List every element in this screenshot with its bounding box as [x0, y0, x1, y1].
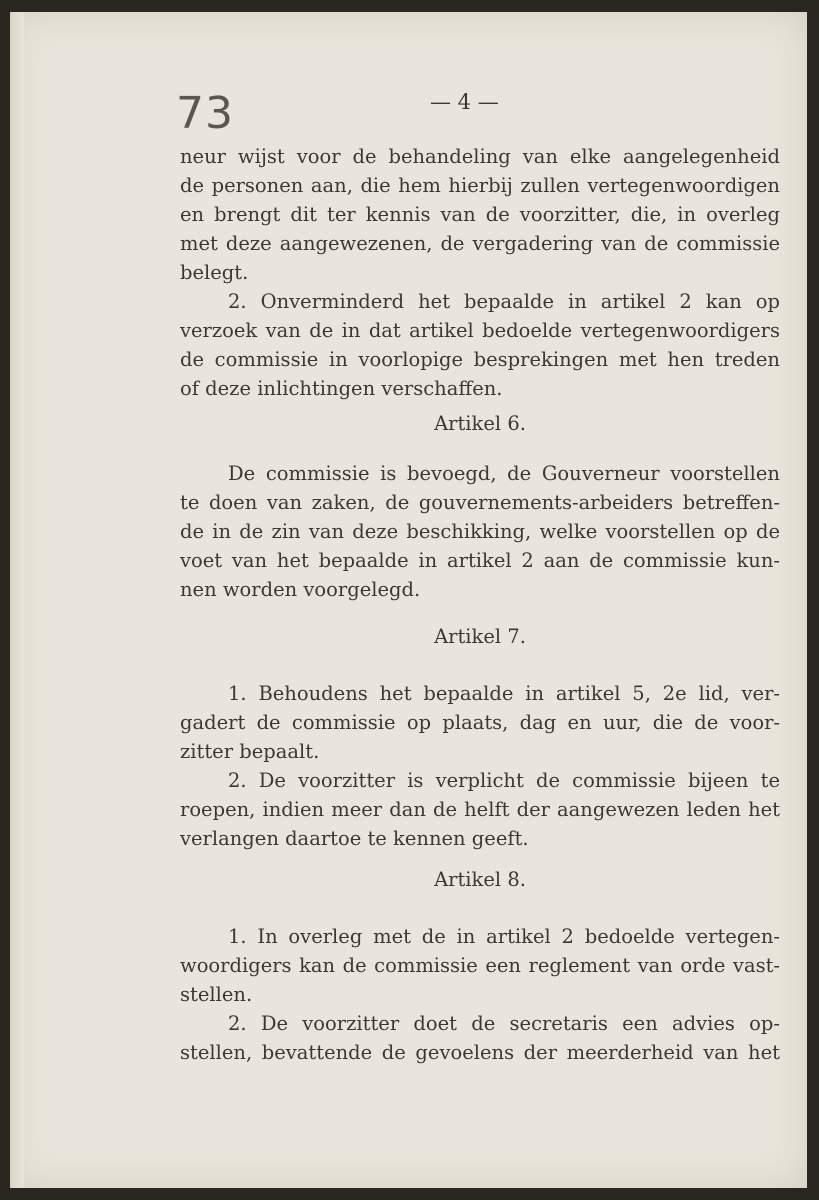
page-edge	[10, 12, 24, 1188]
text-line: en brengt dit ter kennis van de voorzitter, die, in overleg	[180, 203, 780, 226]
text-line: de personen aan, die hem hierbij zullen vertegenwoordigen	[180, 174, 780, 197]
text-line: zitter bepaalt.	[180, 740, 320, 763]
handwritten-page-number: 73	[176, 88, 234, 139]
text-line: verzoek van de in dat artikel bedoelde vertegenwoordigers	[180, 319, 780, 342]
text-line: 2. De voorzitter is verplicht de commissie bijeen te	[228, 769, 780, 792]
text-line: woordigers kan de commissie een reglement van orde vast-	[180, 954, 780, 977]
text-line: stellen, bevattende de gevoelens der meerderheid van het	[180, 1041, 780, 1064]
text-line: gadert de commissie op plaats, dag en uur, die de voor-	[180, 711, 780, 734]
text-line: 2. De voorzitter doet de secretaris een advies op-	[228, 1012, 780, 1035]
text-line: voet van het bepaalde in artikel 2 aan de commissie kun-	[180, 549, 780, 572]
text-line: de in de zin van deze beschikking, welke voorstellen op de	[180, 520, 780, 543]
text-line: roepen, indien meer dan de helft der aangewezen leden het	[180, 798, 780, 821]
text-line: 2. Onverminderd het bepaalde in artikel 2 kan op	[228, 290, 780, 313]
paragraph-article-8	[180, 922, 780, 1067]
heading-artikel-6: Artikel 6.	[434, 412, 526, 435]
heading-artikel-8: Artikel 8.	[434, 868, 526, 891]
text-line: 1. Behoudens het bepaalde in artikel 5, 2e lid, ver-	[228, 682, 780, 705]
text-line: met deze aangewezenen, de vergadering van de commissie	[180, 232, 780, 255]
text-line: of deze inlichtingen verschaffen.	[180, 377, 503, 400]
heading-artikel-7: Artikel 7.	[434, 625, 526, 648]
text-line: te doen van zaken, de gouvernements-arbeiders betreffen-	[180, 491, 780, 514]
paragraph-article-7	[180, 679, 780, 853]
paragraph-article-6	[180, 459, 780, 604]
text-line: verlangen daartoe te kennen geeft.	[180, 827, 529, 850]
paragraph-article-5-continued	[180, 142, 780, 403]
text-line: stellen.	[180, 983, 253, 1006]
text-line: 1. In overleg met de in artikel 2 bedoelde vertegen-	[228, 925, 780, 948]
text-line: de commissie in voorlopige besprekingen met hen treden	[180, 348, 780, 371]
text-line: belegt.	[180, 261, 249, 284]
text-line: neur wijst voor de behandeling van elke aangelegenheid	[180, 145, 780, 168]
text-line: nen worden voorgelegd.	[180, 578, 421, 601]
text-line: De commissie is bevoegd, de Gouverneur voorstellen	[228, 462, 780, 485]
page-number: — 4 —	[430, 90, 499, 114]
